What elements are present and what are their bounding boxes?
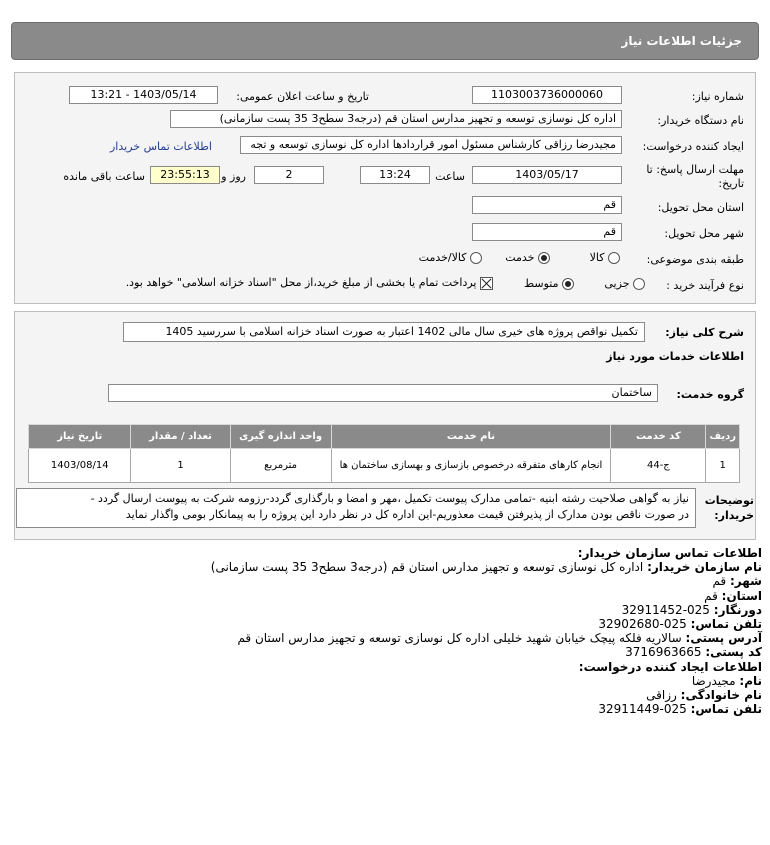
- remarks-field: [16, 488, 696, 528]
- creator-family: نام خانوادگی: رزاقی: [646, 688, 762, 703]
- radio-icon: [608, 252, 620, 264]
- service-group-field: ساختمان: [108, 384, 658, 402]
- category-label: طبقه بندی موضوعی:: [646, 253, 744, 266]
- delivery-city-field: قم: [472, 223, 622, 241]
- general-desc-label: شرح کلی نیاز:: [665, 326, 744, 339]
- creator-title: اطلاعات ایجاد کننده درخواست:: [578, 659, 762, 674]
- process-option-minor[interactable]: جزیی: [604, 277, 645, 290]
- deadline-date-field: 1403/05/17: [472, 166, 622, 184]
- contact-city: شهر: قم: [712, 574, 762, 589]
- delivery-city-label: شهر محل تحویل:: [664, 227, 744, 240]
- table-header-row: [29, 425, 740, 449]
- remarks-line-1: نیاز به گواهی صلاحیت رشته ابنیه -تمامی مدارک پیوست تکمیل ،مهر و امضا و بارگذاری گردد-رزومه شرکت به پیوست ارسال گردد -: [90, 492, 689, 505]
- radio-selected-icon: [538, 252, 550, 264]
- deadline-label: مهلت ارسال پاسخ: تا تاریخ:: [646, 163, 744, 190]
- process-option-medium[interactable]: متوسط: [524, 277, 574, 290]
- col-need-date: تاریخ نیاز: [29, 425, 131, 449]
- col-service-name: نام خدمت: [331, 425, 611, 449]
- page-title: جزئیات اطلاعات نیاز: [621, 34, 742, 48]
- category-option-service[interactable]: خدمت: [505, 251, 550, 264]
- col-service-code: کد خدمت: [611, 425, 706, 449]
- category-option-goods[interactable]: کالا: [590, 251, 620, 264]
- contact-address: آدرس پستی: سالاریه فلکه پیچک خیابان شهید خلیلی اداره کل نوسازی توسعه و تجهیز مدارس استان قم: [237, 631, 762, 646]
- contact-info: [12, 546, 762, 716]
- contact-province: استان: قم: [704, 588, 762, 603]
- creator-name: نام: مجیدرضا: [691, 673, 762, 688]
- creator-phone: تلفن تماس: 025-32911449: [598, 702, 762, 717]
- col-quantity: تعداد / مقدار: [131, 425, 230, 449]
- radio-selected-icon: [562, 278, 574, 290]
- delivery-province-label: استان محل تحویل:: [657, 201, 744, 214]
- remaining-time-field: 23:55:13: [150, 166, 220, 184]
- general-desc-field: تکمیل نواقص پروژه های خیری سال مالی 1402 اعتبار به صورت اسناد خزانه اسلامی با سررسید 1405: [123, 322, 645, 342]
- cell-row: 1: [706, 449, 740, 483]
- category-option-goods-service[interactable]: کالا/خدمت: [419, 251, 482, 264]
- remarks-label: توضیحات خریدار:: [704, 494, 754, 522]
- announce-datetime-label: تاریخ و ساعت اعلان عمومی:: [236, 90, 369, 103]
- checkbox-checked-icon: [480, 277, 493, 290]
- need-number-label: شماره نیاز:: [691, 90, 744, 103]
- buyer-contact-link[interactable]: اطلاعات تماس خریدار: [110, 140, 212, 153]
- col-row: ردیف: [706, 425, 740, 449]
- services-table: [28, 424, 740, 483]
- need-number-field: 1103003736000060: [472, 86, 622, 104]
- service-group-label: گروه خدمت:: [676, 388, 744, 401]
- radio-icon: [633, 278, 645, 290]
- radio-icon: [470, 252, 482, 264]
- col-unit: واحد اندازه گیری: [230, 425, 331, 449]
- requester-label: ایجاد کننده درخواست:: [642, 140, 744, 153]
- cell-service-code: ج-44: [611, 449, 706, 483]
- days-label: روز و: [221, 170, 246, 183]
- page-header: [11, 22, 759, 60]
- contact-org: نام سازمان خریدار: اداره کل نوسازی توسعه و تجهیز مدارس استان قم (درجه3 سطح3 35 پست سازمانی): [210, 560, 762, 575]
- deadline-time-label: ساعت: [435, 170, 465, 183]
- treasury-payment-checkbox[interactable]: پرداخت تمام یا بخشی از مبلغ خرید،از محل "اسناد خزانه اسلامی" خواهد بود.: [126, 276, 493, 290]
- contact-phone: تلفن تماس: 025-32902680: [598, 617, 762, 632]
- contact-title: اطلاعات تماس سازمان خریدار:: [577, 546, 762, 560]
- cell-quantity: 1: [131, 449, 230, 483]
- remarks-line-2: در صورت ناقص بودن مدارک از پذیرفتن قیمت معذوریم-این اداره کل در نظر دارد این پروژه را به پیمانکار بومی واگذار نماید: [125, 508, 689, 521]
- days-field: 2: [254, 166, 324, 184]
- cell-service-name: انجام کارهای متفرقه درخصوص بازسازی و بهسازی ساختمان ها: [331, 449, 611, 483]
- deadline-time-field: 13:24: [360, 166, 430, 184]
- buyer-org-label: نام دستگاه خریدار:: [657, 114, 744, 127]
- announce-datetime-field: 1403/05/14 - 13:21: [69, 86, 218, 104]
- contact-fax: دورنگار: 025-32911452: [621, 602, 762, 617]
- remaining-time-label: ساعت باقی مانده: [63, 170, 145, 183]
- requester-field: مجیدرضا رزاقی کارشناس مسئول امور قراردادها اداره کل نوسازی توسعه و تجه: [240, 136, 622, 154]
- delivery-province-field: قم: [472, 196, 622, 214]
- contact-postal: کد پستی: 3716963665: [625, 645, 762, 660]
- process-label: نوع فرآیند خرید :: [666, 279, 744, 292]
- cell-need-date: 1403/08/14: [29, 449, 131, 483]
- buyer-org-field: اداره کل نوسازی توسعه و تجهیز مدارس استان قم (درجه3 سطح3 35 پست سازمانی): [170, 110, 622, 128]
- cell-unit: مترمربع: [230, 449, 331, 483]
- services-title: اطلاعات خدمات مورد نیاز: [606, 350, 744, 363]
- table-row: [29, 449, 740, 483]
